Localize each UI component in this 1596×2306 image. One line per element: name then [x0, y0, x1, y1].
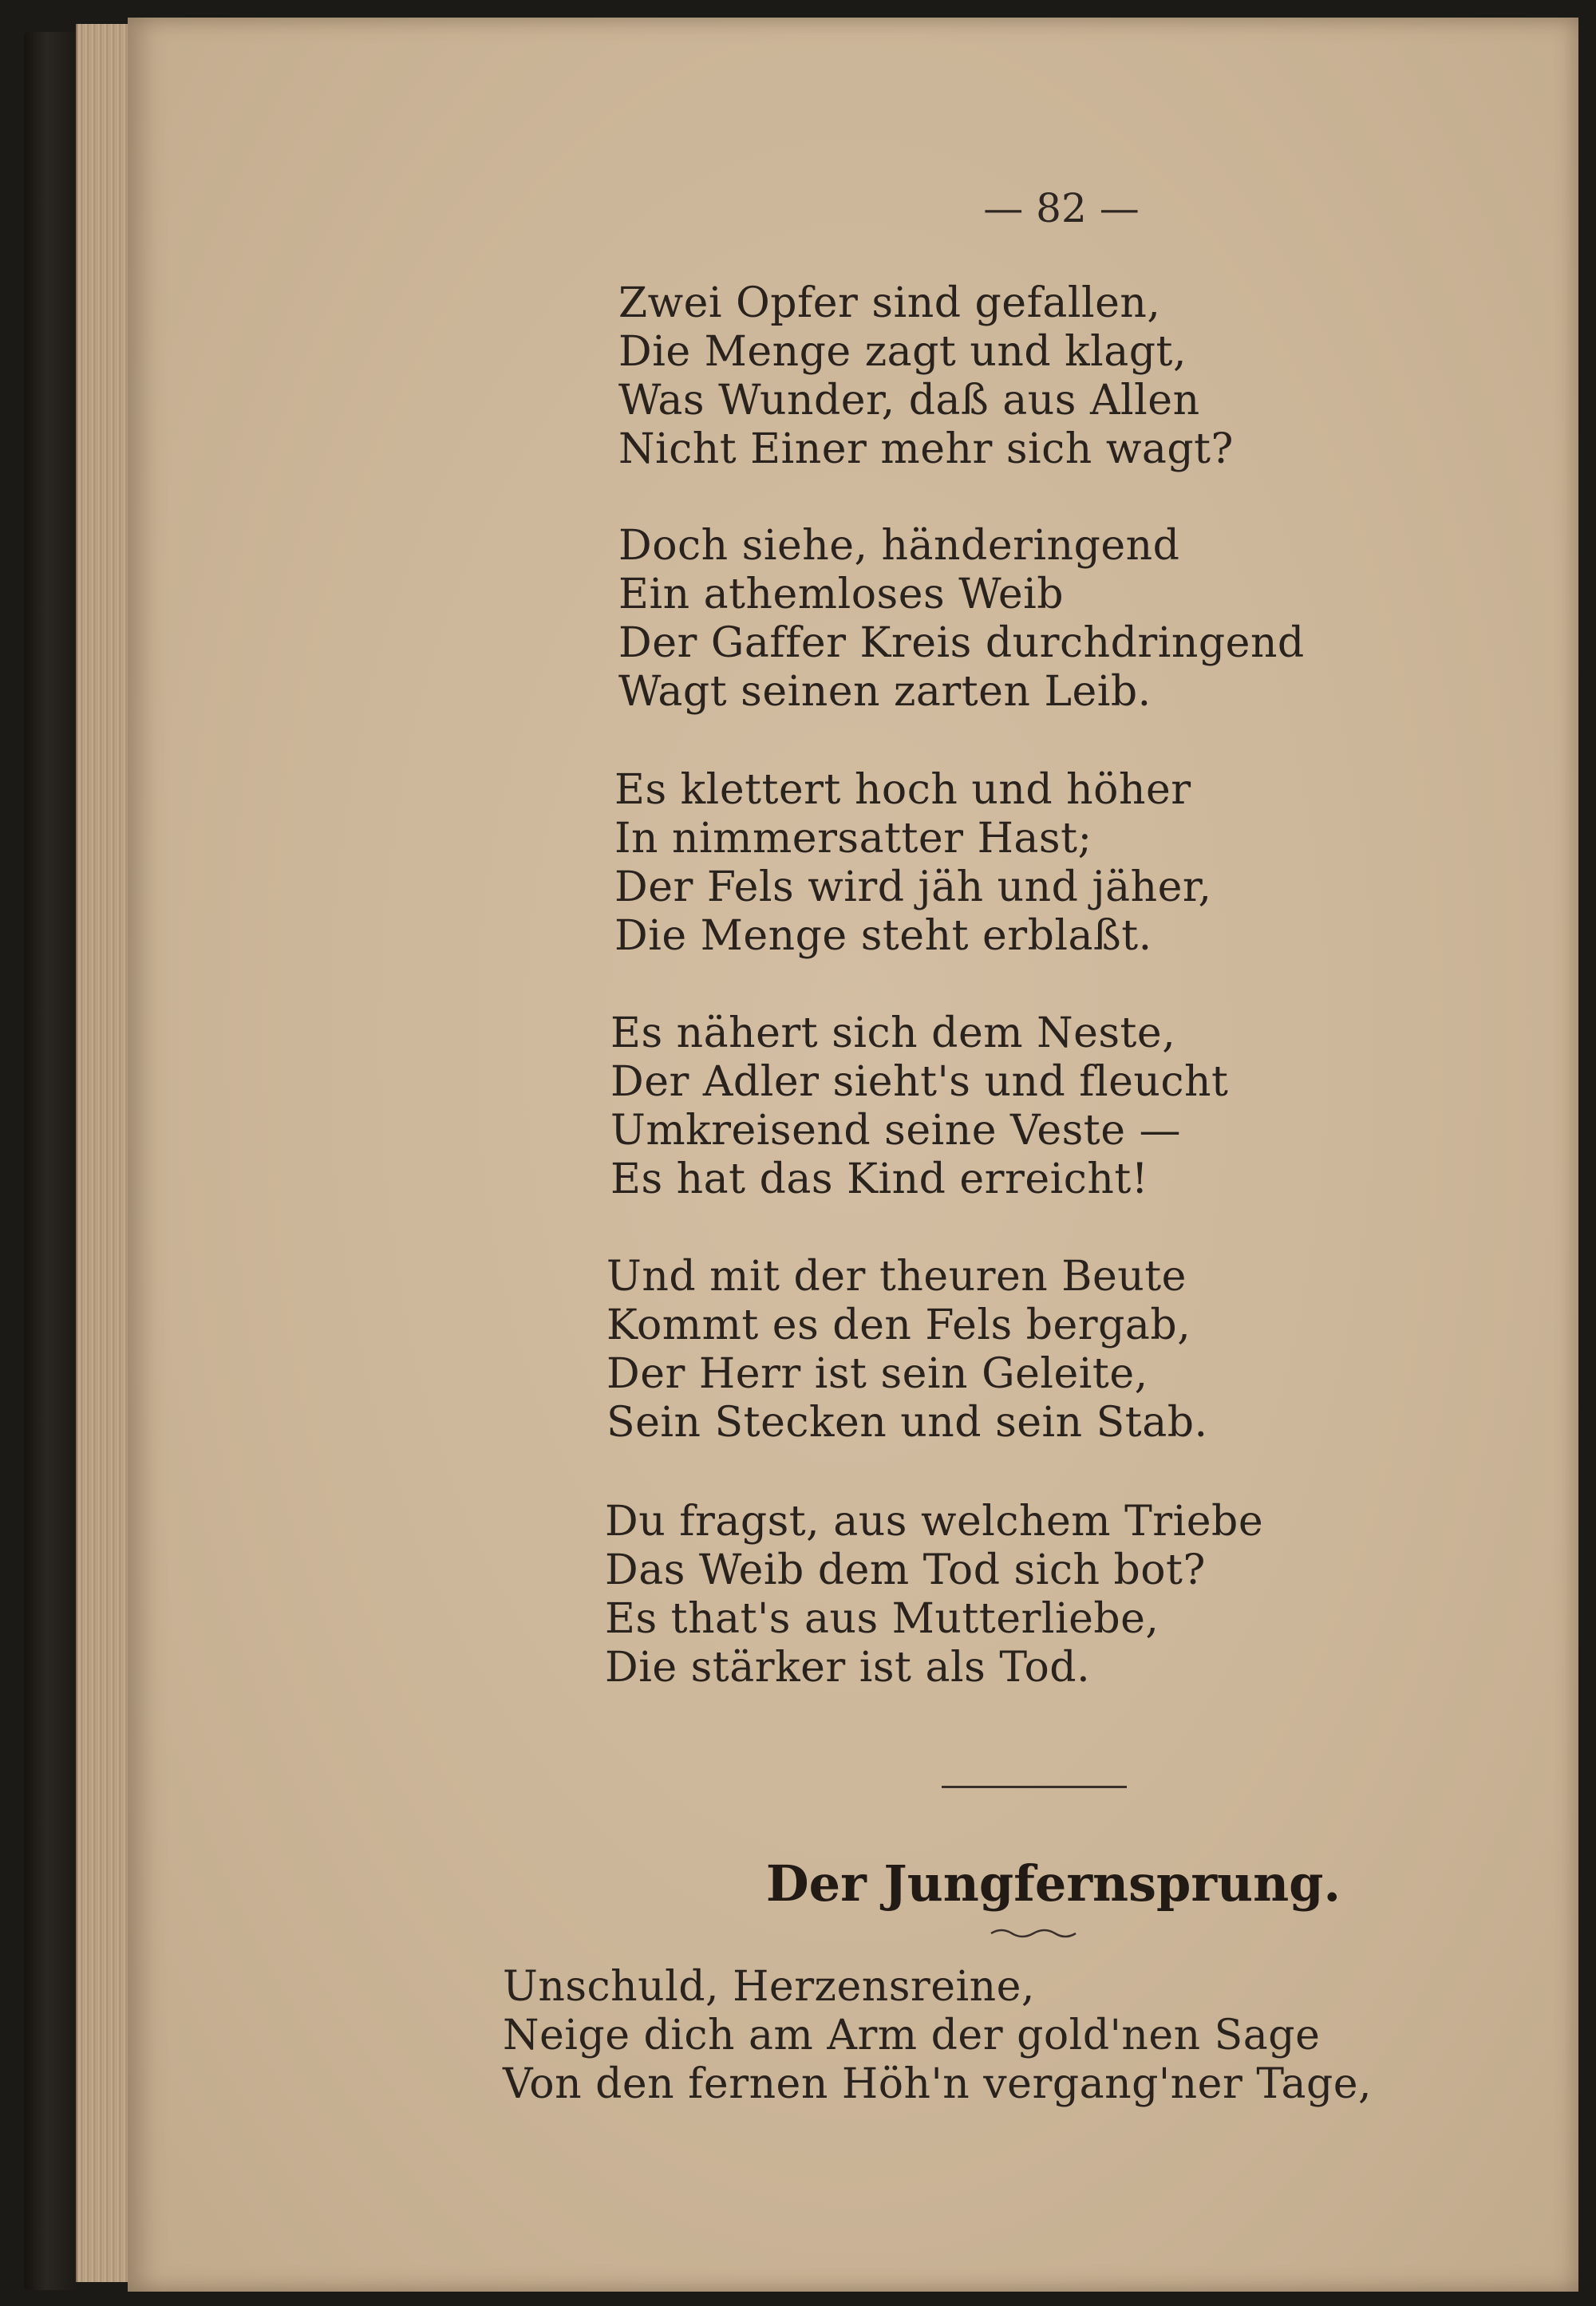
section-divider: [942, 1786, 1127, 1788]
verse-line: Der Gaffer Kreis durchdringend: [618, 619, 1305, 667]
verse-line: Kommt es den Fels bergab,: [606, 1301, 1191, 1349]
verse-line: Die Menge zagt und klagt,: [618, 328, 1187, 376]
stanza-6: [605, 1498, 1263, 1692]
verse-line: Der Adler sieht's und fleucht: [610, 1058, 1229, 1106]
verse-line: Sein Stecken und sein Stab.: [606, 1399, 1208, 1447]
verse-line: Es nähert sich dem Neste,: [610, 1009, 1176, 1057]
stanza-4: [610, 1009, 1228, 1204]
page-number: — 82 —: [983, 185, 1140, 231]
title-ornament-icon: [990, 1927, 1077, 1940]
verse-line: Es klettert hoch und höher: [614, 766, 1191, 814]
verse-line: Du fragst, aus welchem Triebe: [605, 1498, 1264, 1546]
verse-line: Es that's aus Mutterliebe,: [605, 1595, 1159, 1643]
verse-line: Von den fernen Höh'n vergang'ner Tage,: [503, 2060, 1373, 2108]
verse-line: Neige dich am Arm der gold'nen Sage: [503, 2012, 1321, 2059]
verse-line: Das Weib dem Tod sich bot?: [605, 1546, 1206, 1594]
verse-line: Zwei Opfer sind gefallen,: [618, 279, 1161, 327]
verse-line: Es hat das Kind erreicht!: [610, 1155, 1149, 1203]
verse-line: Ein athemloses Weib: [618, 571, 1065, 618]
verse-line: Was Wunder, daß aus Allen: [618, 377, 1200, 424]
verse-line: Der Fels wird jäh und jäher,: [614, 863, 1212, 911]
verse-line: Die Menge steht erblaßt.: [614, 912, 1152, 960]
verse-line: Unschuld, Herzensreine,: [503, 1963, 1035, 2011]
stanza-5: [606, 1253, 1208, 1447]
verse-line: In nimmersatter Hast;: [614, 815, 1092, 863]
verse-line: Der Herr ist sein Geleite,: [606, 1350, 1148, 1398]
verse-line: Und mit der theuren Beute: [606, 1253, 1187, 1301]
verse-line: Wagt seinen zarten Leib.: [618, 668, 1152, 716]
stanza-1: [618, 279, 1234, 474]
next-poem-stanza: [503, 1963, 1372, 2109]
book-page: [128, 18, 1578, 2292]
poem-title: Der Jungfernsprung.: [765, 1854, 1341, 1913]
verse-line: Die stärker ist als Tod.: [605, 1644, 1091, 1692]
verse-line: Umkreisend seine Veste —: [610, 1107, 1181, 1155]
verse-line: Nicht Einer mehr sich wagt?: [618, 425, 1234, 473]
stanza-3: [614, 766, 1212, 961]
stanza-2: [618, 522, 1305, 717]
book-cover-edge: [24, 32, 80, 2290]
verse-line: Doch siehe, händeringend: [618, 522, 1180, 570]
